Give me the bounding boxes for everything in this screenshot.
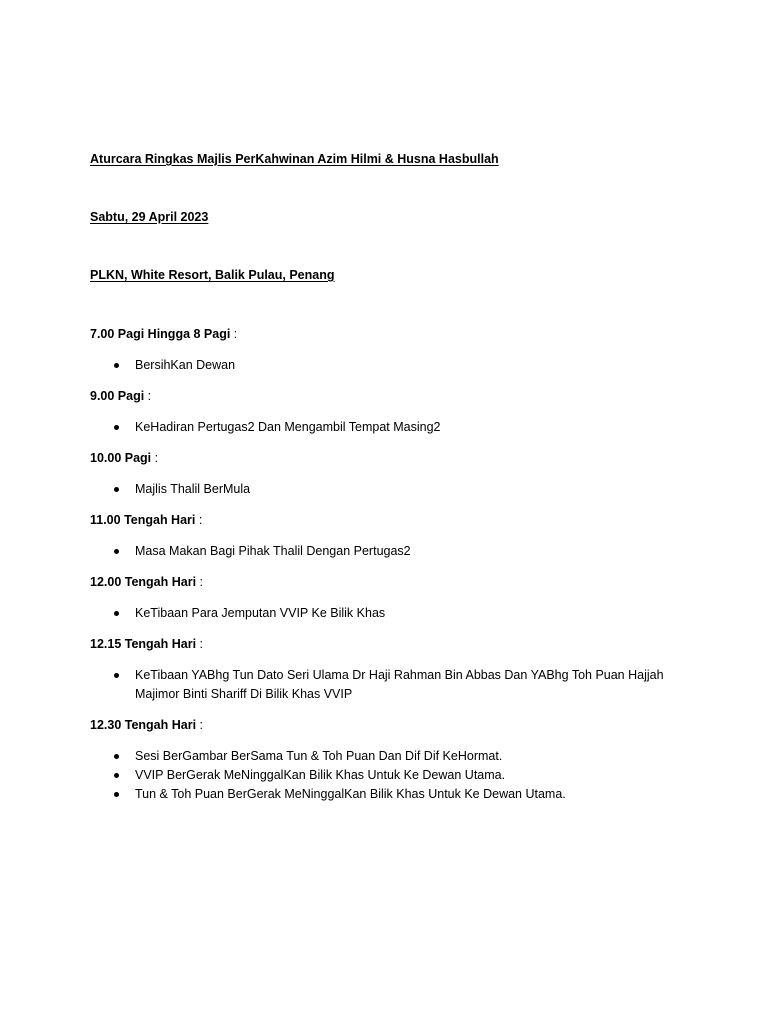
time-separator: : [196,718,204,732]
schedule-item: Tun & Toh Puan BerGerak MeNinggalKan Bilik Khas Untuk Ke Dewan Utama. [90,785,675,804]
schedule-item: BersihKan Dewan [90,356,675,375]
schedule-items [90,747,690,804]
schedule-time-label: 9.00 Pagi [90,389,145,403]
schedule-time [90,326,690,343]
schedule-item: VVIP BerGerak MeNinggalKan Bilik Khas Untuk Ke Dewan Utama. [90,766,675,785]
time-separator: : [196,637,204,651]
schedule-time [90,717,690,734]
schedule-time-label: 12.30 Tengah Hari [90,718,197,732]
schedule-time [90,388,690,405]
time-separator: : [151,451,159,465]
time-separator: : [144,389,152,403]
schedule-items [90,666,690,704]
schedule-item: Masa Makan Bagi Pihak Thalil Dengan Pertugas2 [90,542,675,561]
schedule-items [90,418,690,437]
schedule-time-label: 11.00 Tengah Hari [90,513,196,527]
schedule-time-label: 12.00 Tengah Hari [90,575,197,589]
time-separator: : [195,513,203,527]
time-separator: : [196,575,204,589]
schedule-items [90,480,690,499]
schedule-item: KeHadiran Pertugas2 Dan Mengambil Tempat Masing2 [90,418,675,437]
schedule-item: Sesi BerGambar BerSama Tun & Toh Puan Dan Dif Dif KeHormat. [90,747,675,766]
schedule-time [90,574,690,591]
event-venue: PLKN, White Resort, Balik Pulau, Penang [90,268,335,282]
event-date: Sabtu, 29 April 2023 [90,210,209,224]
schedule-item: KeTibaan YABhg Tun Dato Seri Ulama Dr Haji Rahman Bin Abbas Dan YABhg Toh Puan Hajjah Majimor Binti Shariff Di Bilik Khas VVIP [90,666,675,704]
schedule-item: KeTibaan Para Jemputan VVIP Ke Bilik Khas [90,604,675,623]
schedule-item: Majlis Thalil BerMula [90,480,675,499]
schedule-time-label: 7.00 Pagi Hingga 8 Pagi [90,327,231,341]
schedule-time [90,636,690,653]
schedule-time-label: 10.00 Pagi [90,451,152,465]
schedule-items [90,542,690,561]
schedule-time-label: 12.15 Tengah Hari [90,637,197,651]
schedule-time [90,450,690,467]
schedule-items [90,356,690,375]
schedule-list [90,326,690,817]
schedule-items [90,604,690,623]
schedule-time [90,512,690,529]
document-title: Aturcara Ringkas Majlis PerKahwinan Azim Hilmi & Husna Hasbullah [90,152,499,166]
time-separator: : [230,327,238,341]
